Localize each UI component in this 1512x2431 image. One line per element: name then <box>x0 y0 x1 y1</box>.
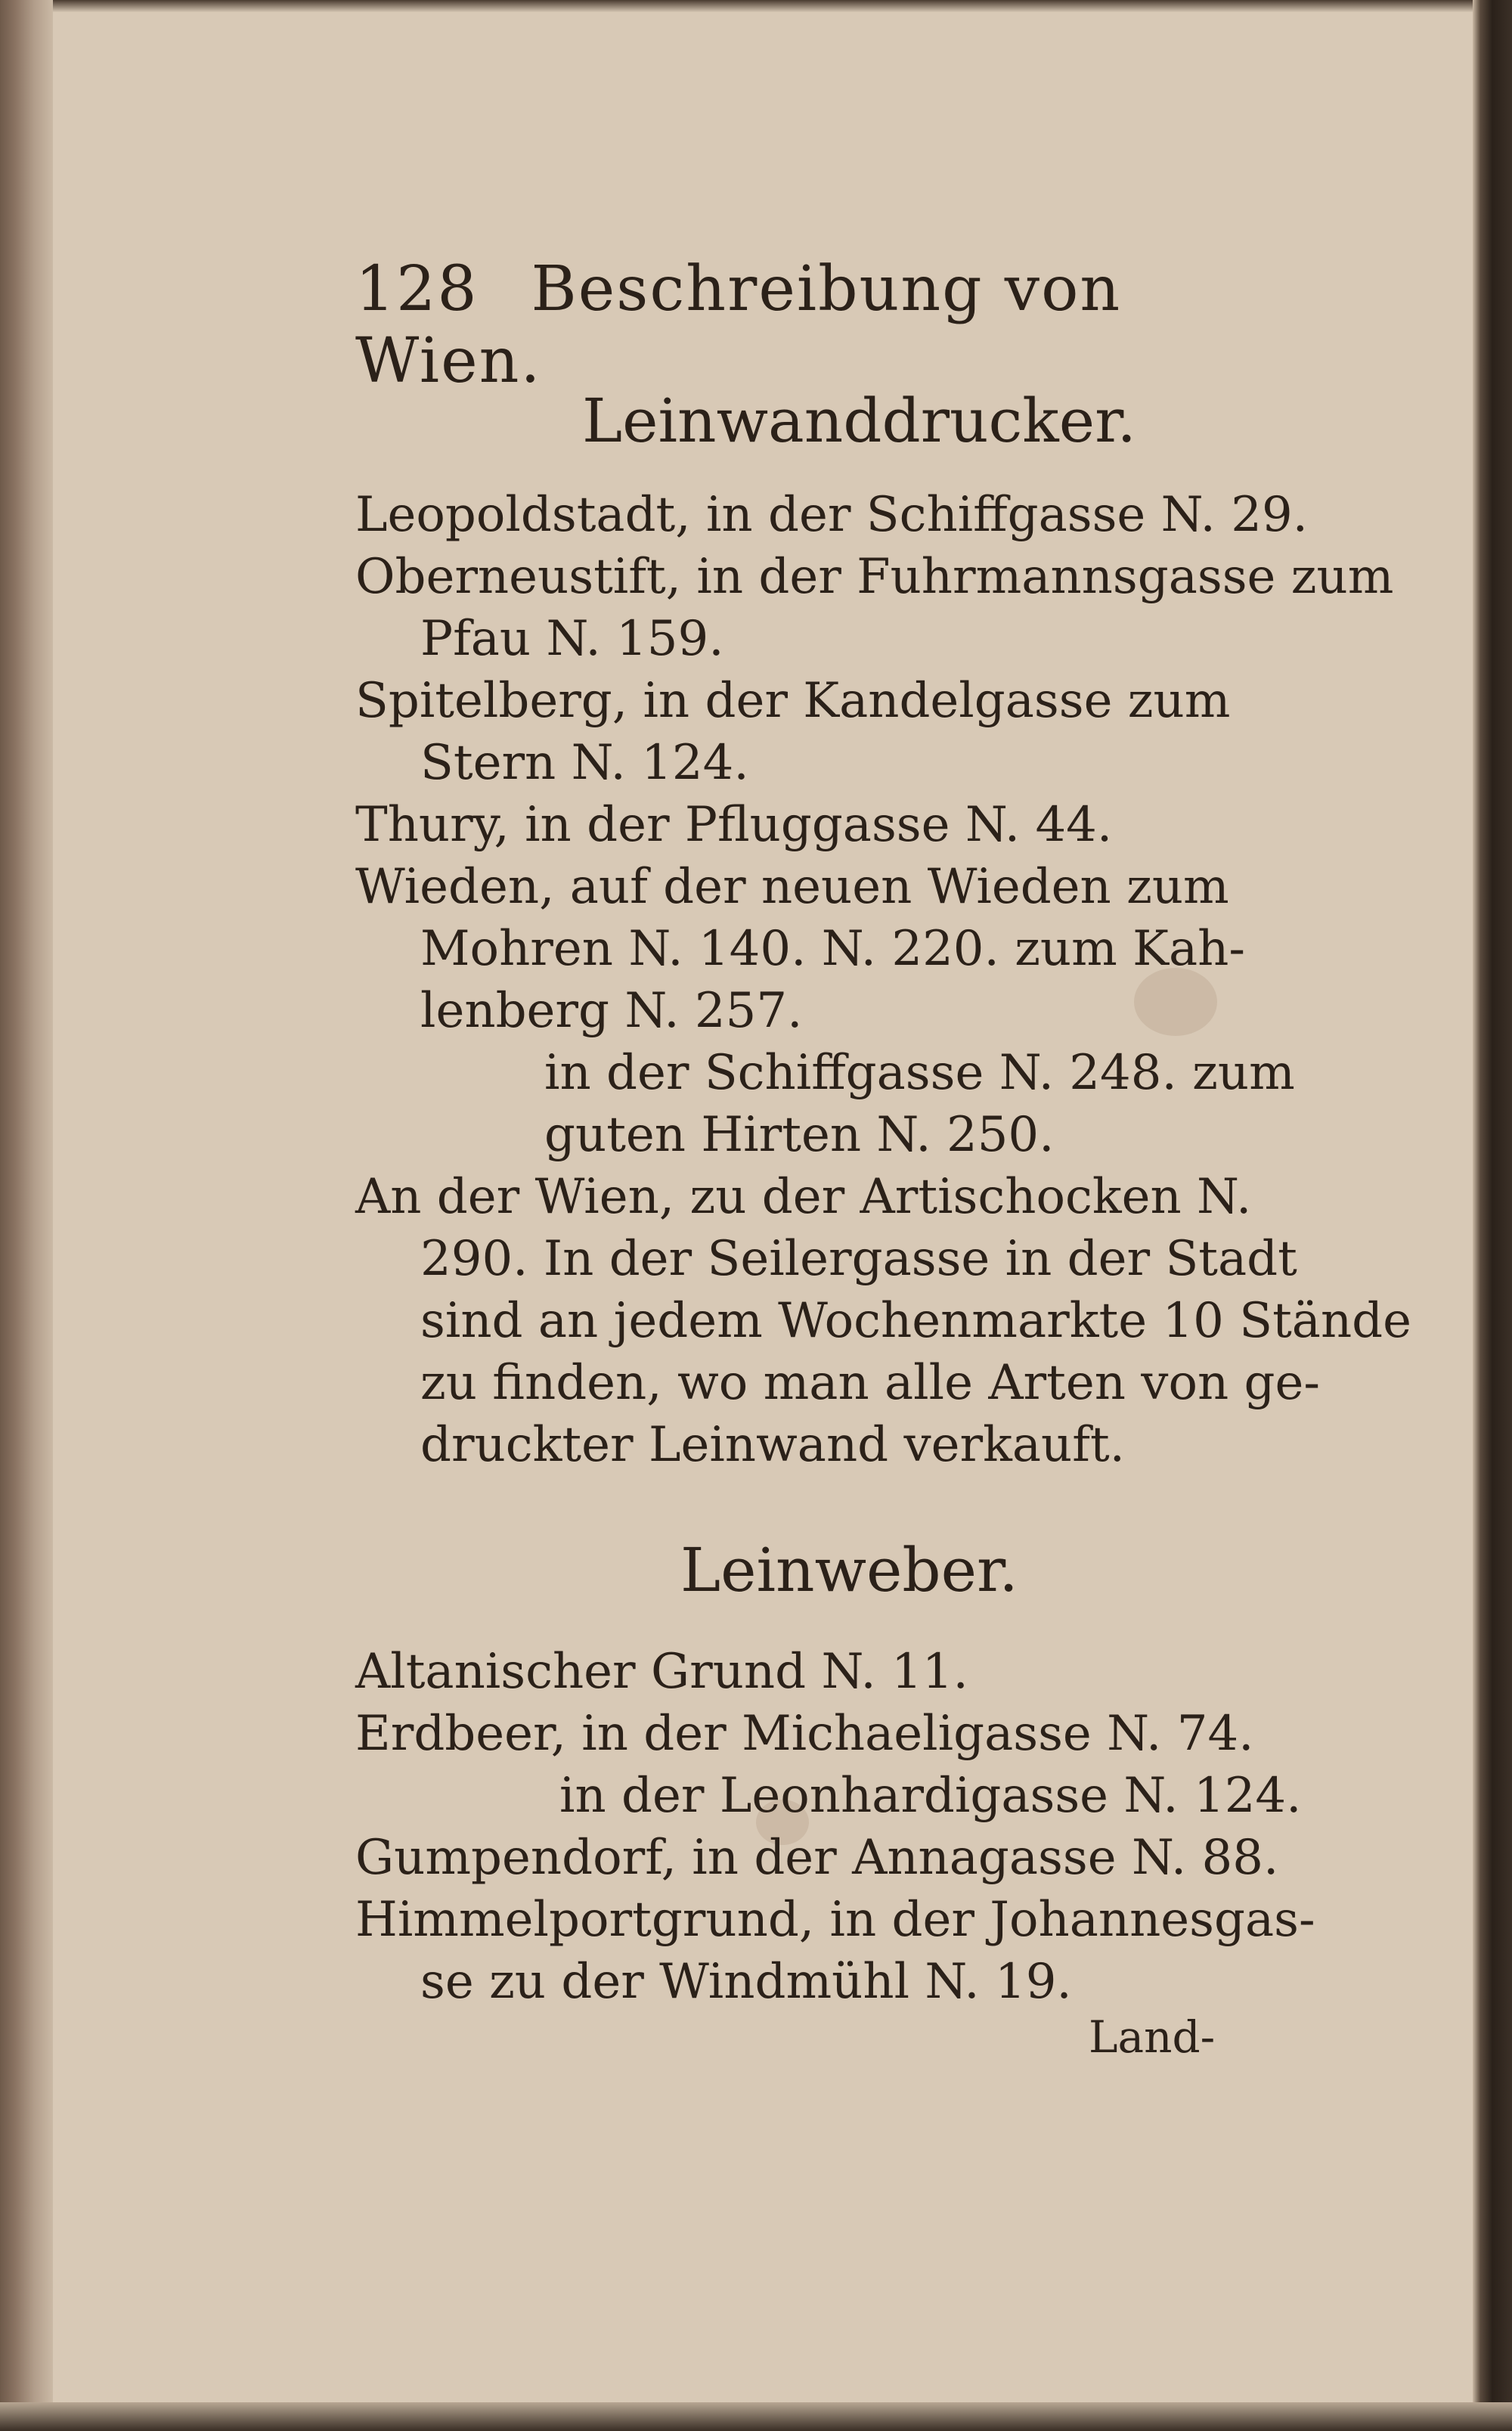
entry-line: lenberg N. 257. <box>420 983 803 1039</box>
entry-line: Spitelberg, in der Kandelgasse zum <box>355 673 1231 729</box>
entry-line: Erdbeer, in der Michaeligasse N. 74. <box>355 1706 1254 1762</box>
binding-gutter <box>0 0 53 2431</box>
entry-line: Altanischer Grund N. 11. <box>355 1644 968 1700</box>
entry-line: Leopoldstadt, in der Schiffgasse N. 29. <box>355 487 1308 543</box>
entry-line: sind an jedem Wochenmarkte 10 Stände <box>420 1293 1411 1349</box>
running-header <box>355 253 1202 397</box>
page-edge-shadow <box>1473 0 1512 2431</box>
page-number: 128 <box>355 253 479 325</box>
entry-line: in der Leonhardigasse N. 124. <box>559 1768 1302 1824</box>
entry-line: Wieden, auf der neuen Wieden zum <box>355 859 1229 915</box>
entry-line: zu finden, wo man alle Arten von ge- <box>420 1355 1320 1411</box>
catchword: Land- <box>1089 2011 1216 2063</box>
page-top-shadow <box>0 0 1512 12</box>
entry-line: Stern N. 124. <box>420 735 749 791</box>
entry-line: in der Schiffgasse N. 248. zum <box>544 1045 1295 1101</box>
entry-line: Pfau N. 159. <box>420 611 724 667</box>
entry-line: An der Wien, zu der Artischocken N. <box>355 1169 1252 1225</box>
entry-line: Himmelportgrund, in der Johannesgas- <box>355 1892 1315 1948</box>
entry-line: Gumpendorf, in der Annagasse N. 88. <box>355 1830 1279 1886</box>
entry-line: Mohren N. 140. N. 220. zum Kah- <box>420 921 1245 977</box>
entry-line: 290. In der Seilergasse in der Stadt <box>420 1231 1297 1287</box>
entry-line: druckter Leinwand verkauft. <box>420 1417 1125 1473</box>
running-title: Beschreibung von Wien. <box>355 253 1122 397</box>
entry-line: se zu der Windmühl N. 19. <box>420 1954 1072 2010</box>
section-title-leinwanddrucker: Leinwanddrucker. <box>582 386 1136 456</box>
page-bottom-shadow <box>0 2402 1512 2431</box>
entry-line: Thury, in der Pfluggasse N. 44. <box>355 797 1113 853</box>
entry-line: Oberneustift, in der Fuhrmannsgasse zum <box>355 549 1394 605</box>
entry-line: guten Hirten N. 250. <box>544 1107 1055 1163</box>
section-title-leinweber: Leinweber. <box>680 1535 1018 1605</box>
